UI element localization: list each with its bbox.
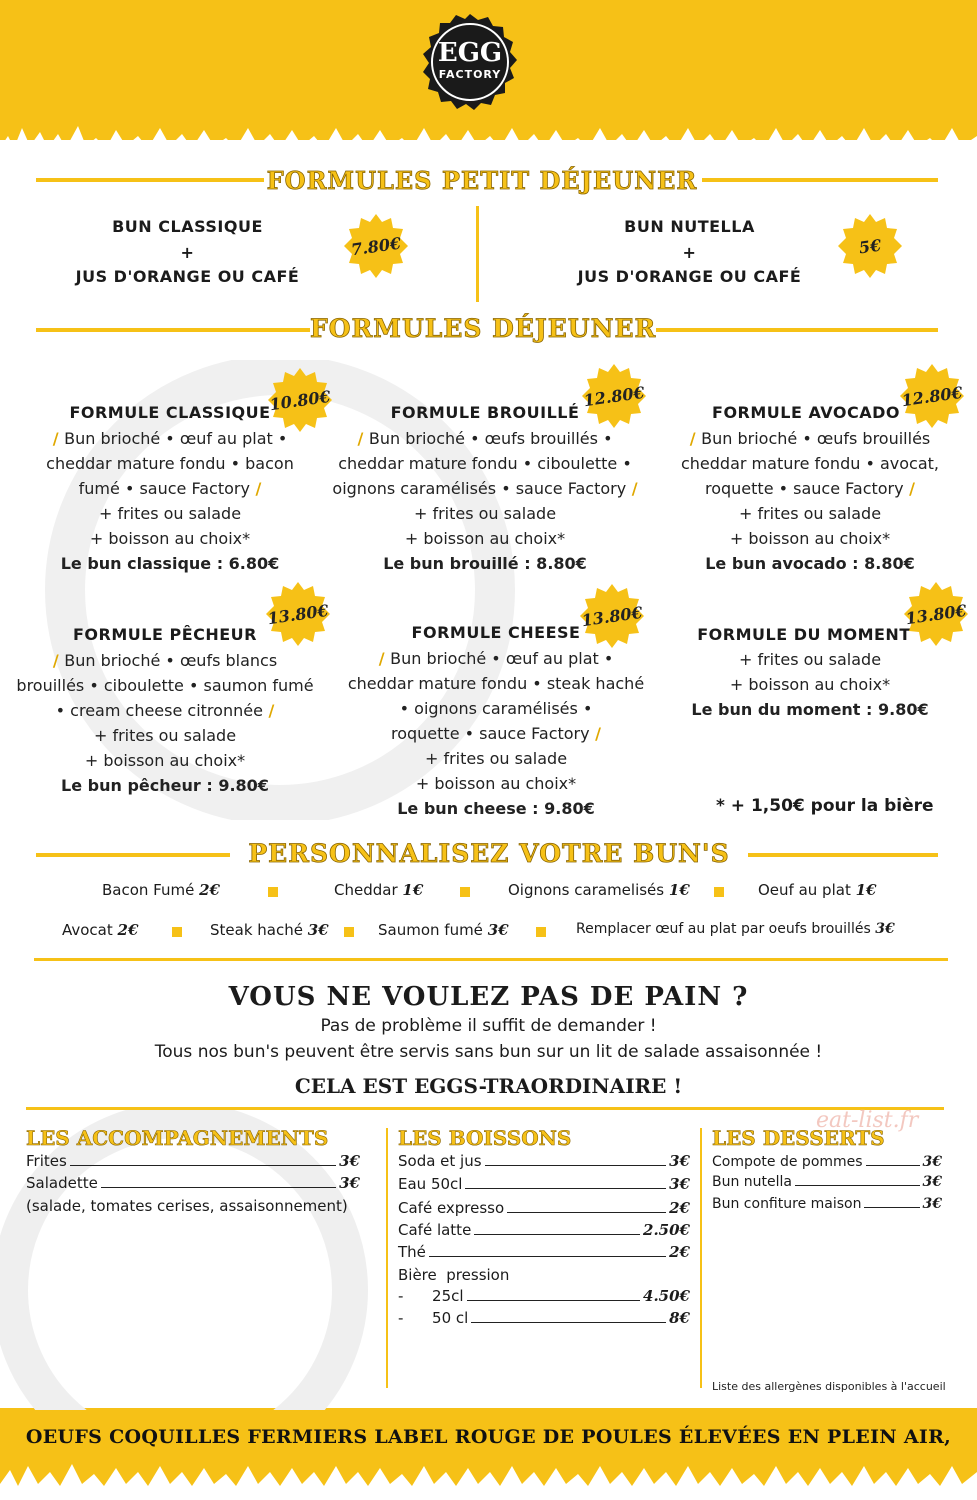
formule-pecheur-name: FORMULE PÊCHEUR bbox=[73, 625, 257, 644]
desserts-title: LES DESSERTS bbox=[712, 1126, 885, 1150]
desc-line: • cream cheese citronnée bbox=[55, 701, 263, 720]
price-badge bbox=[580, 584, 644, 648]
column-divider bbox=[476, 206, 479, 302]
desc-line: cheddar mature fondu • ciboulette • bbox=[338, 454, 632, 473]
row-price: 2.50€ bbox=[643, 1221, 690, 1239]
price-badge bbox=[266, 582, 330, 646]
desc-line: cheddar mature fondu • avocat, bbox=[680, 454, 939, 473]
no-bread-slogan: CELA EST EGGS-TRAORDINAIRE ! bbox=[294, 1074, 683, 1098]
side-option: + frites ou salade bbox=[413, 504, 557, 523]
extra-price: 3€ bbox=[875, 921, 895, 937]
formule-cheese-description: / Bun brioché • œuf au plat • cheddar mature fondu • steak haché • oignons caramélisés • roquette • sauce Factory / + frites ou salade + boisson au choix* Le bun cheese : 9.80€ bbox=[334, 646, 658, 821]
row-price: 3€ bbox=[339, 1174, 360, 1192]
breakfast-item-2-name: BUN NUTELLA bbox=[624, 217, 755, 236]
drink-option: + boisson au choix* bbox=[729, 675, 891, 694]
formule-du-moment-description bbox=[650, 647, 970, 722]
price-row bbox=[398, 1287, 690, 1305]
drink-option: + boisson au choix* bbox=[84, 751, 246, 770]
section-rule-full bbox=[26, 1107, 944, 1110]
biere-pression-label: Bière pression bbox=[398, 1266, 510, 1284]
row-label: Saladette bbox=[26, 1174, 98, 1192]
price-text: 13.80€ bbox=[266, 600, 330, 628]
section-rule-full bbox=[34, 958, 948, 961]
desc-line: Bun brioché • œuf au plat • bbox=[64, 429, 288, 448]
allergens-note: Liste des allergènes disponibles à l'accueil bbox=[712, 1380, 946, 1393]
extra-option bbox=[758, 881, 876, 899]
no-bread-line-2: Tous nos bun's peuvent être servis sans bun sur un lit de salade assaisonnée ! bbox=[154, 1042, 823, 1062]
price-row bbox=[712, 1154, 942, 1170]
price-text: 12.80€ bbox=[900, 382, 964, 410]
grass-edge-bottom bbox=[0, 1460, 977, 1500]
price-text: 10.80€ bbox=[268, 386, 332, 414]
eat-list-watermark: eat-list.fr bbox=[816, 1108, 919, 1133]
drink-option: + boisson au choix* bbox=[404, 529, 566, 548]
separator-square-icon bbox=[268, 887, 278, 897]
extra-label: Oeuf au plat bbox=[758, 881, 851, 899]
solo-price: Le bun avocado : 8.80€ bbox=[705, 554, 915, 573]
price-text: 5€ bbox=[857, 235, 883, 257]
separator-square-icon bbox=[536, 927, 546, 937]
price-row bbox=[398, 1309, 690, 1327]
separator-square-icon bbox=[172, 927, 182, 937]
price-row bbox=[26, 1152, 360, 1170]
breakfast-item-2-drink: JUS D'ORANGE OU CAFÉ bbox=[577, 267, 802, 286]
grass-edge-top bbox=[0, 118, 977, 158]
solo-price: Le bun classique : 6.80€ bbox=[60, 554, 280, 573]
formule-classique-description: / Bun brioché • œuf au plat • cheddar mature fondu • bacon fumé • sauce Factory / + frites ou salade + boisson au choix* Le bun classique : 6.80€ bbox=[10, 426, 330, 576]
extra-label: Saumon fumé bbox=[378, 921, 483, 939]
price-badge bbox=[344, 214, 408, 278]
price-row bbox=[398, 1243, 690, 1261]
solo-price: Le bun cheese : 9.80€ bbox=[397, 799, 595, 818]
price-row bbox=[398, 1199, 690, 1217]
extra-price: 3€ bbox=[307, 921, 329, 939]
desc-line: oignons caramélisés • sauce Factory bbox=[332, 479, 627, 498]
extra-label: Remplacer œuf au plat par oeufs brouillés bbox=[576, 921, 871, 937]
desc-line: Bun brioché • œuf au plat • bbox=[390, 649, 614, 668]
extra-label: Bacon Fumé bbox=[102, 881, 195, 899]
price-row bbox=[712, 1174, 942, 1190]
extra-label: Steak haché bbox=[210, 921, 303, 939]
desc-line: Bun brioché • œufs brouillés bbox=[701, 429, 931, 448]
price-text: 12.80€ bbox=[582, 382, 646, 410]
extra-label: Cheddar bbox=[334, 881, 398, 899]
section-title-petit-dejeuner: FORMULES PETIT DÉJEUNER bbox=[266, 166, 698, 195]
egg-factory-logo bbox=[420, 12, 520, 112]
drink-option: + boisson au choix* bbox=[729, 529, 891, 548]
row-price: 8€ bbox=[669, 1309, 690, 1327]
row-label: Café latte bbox=[398, 1221, 472, 1239]
extra-option bbox=[576, 921, 895, 937]
price-text: 13.80€ bbox=[580, 602, 644, 630]
price-text: 7.80€ bbox=[349, 233, 403, 259]
desc-line: roquette • sauce Factory bbox=[704, 479, 904, 498]
solo-price: Le bun du moment : 9.80€ bbox=[691, 700, 929, 719]
column-divider bbox=[700, 1128, 702, 1388]
side-option: + frites ou salade bbox=[93, 726, 237, 745]
separator-square-icon bbox=[714, 887, 724, 897]
formule-avocado-description: / Bun brioché • œufs brouillés cheddar mature fondu • avocat, roquette • sauce Factory / + frites ou salade + boisson au choix* Le bun avocado : 8.80€ bbox=[650, 426, 970, 576]
price-row bbox=[398, 1175, 690, 1193]
row-label: - 25cl bbox=[398, 1287, 464, 1305]
column-divider bbox=[386, 1128, 388, 1388]
row-price: 3€ bbox=[922, 1154, 942, 1170]
formule-classique-name: FORMULE CLASSIQUE bbox=[69, 403, 271, 422]
desc-line: Bun brioché • œufs brouillés • bbox=[368, 429, 613, 448]
row-price: 2€ bbox=[669, 1243, 690, 1261]
formule-avocado-name: FORMULE AVOCADO bbox=[712, 403, 900, 422]
extra-option bbox=[210, 921, 329, 939]
drink-option: + boisson au choix* bbox=[415, 774, 577, 793]
solo-price: Le bun brouillé : 8.80€ bbox=[383, 554, 587, 573]
section-rule-right bbox=[702, 178, 938, 182]
boissons-title: LES BOISSONS bbox=[398, 1126, 572, 1150]
logo-word-egg: EGG bbox=[437, 38, 503, 68]
formule-cheese-name: FORMULE CHEESE bbox=[411, 623, 581, 642]
section-title-dejeuner: FORMULES DÉJEUNER bbox=[310, 314, 657, 343]
no-bread-title: VOUS NE VOULEZ PAS DE PAIN ? bbox=[228, 982, 749, 1012]
row-label: Thé bbox=[398, 1243, 426, 1261]
section-rule-right bbox=[748, 853, 938, 857]
price-badge bbox=[838, 214, 902, 278]
separator-square-icon bbox=[344, 927, 354, 937]
row-price: 3€ bbox=[922, 1196, 942, 1212]
desc-line: brouillés • ciboulette • saumon fumé bbox=[16, 676, 314, 695]
row-label: Café expresso bbox=[398, 1199, 505, 1217]
row-price: 3€ bbox=[669, 1152, 690, 1170]
beer-supplement-note: * + 1,50€ pour la bière bbox=[716, 796, 934, 816]
section-rule-left bbox=[36, 328, 310, 332]
separator-square-icon bbox=[460, 887, 470, 897]
formule-brouille-name: FORMULE BROUILLÉ bbox=[390, 403, 580, 422]
price-badge bbox=[904, 582, 968, 646]
formule-brouille-description: / Bun brioché • œufs brouillés • cheddar mature fondu • ciboulette • oignons caramélisés • sauce Factory / + frites ou salade + boisson au choix* Le bun brouillé : 8.80€ bbox=[318, 426, 652, 576]
extra-option bbox=[378, 921, 509, 939]
price-row bbox=[26, 1174, 360, 1192]
row-label: Bun nutella bbox=[712, 1174, 793, 1190]
extra-option bbox=[62, 921, 138, 939]
breakfast-item-2-plus: + bbox=[682, 243, 697, 262]
row-label: Eau 50cl bbox=[398, 1175, 463, 1193]
row-price: 3€ bbox=[339, 1152, 360, 1170]
section-rule-left bbox=[36, 178, 264, 182]
row-price: 2€ bbox=[669, 1199, 690, 1217]
desc-line: roquette • sauce Factory bbox=[390, 724, 590, 743]
side-option: + frites ou salade bbox=[738, 504, 882, 523]
formule-du-moment-name: FORMULE DU MOMENT bbox=[697, 625, 911, 644]
row-label: Compote de pommes bbox=[712, 1154, 863, 1170]
extra-price: 2€ bbox=[117, 921, 139, 939]
extra-price: 1€ bbox=[855, 881, 877, 899]
price-badge bbox=[582, 364, 646, 428]
breakfast-item-1-name: BUN CLASSIQUE bbox=[112, 217, 263, 236]
row-label: Bun confiture maison bbox=[712, 1196, 862, 1212]
extra-label: Avocat bbox=[62, 921, 113, 939]
formule-pecheur-description: / Bun brioché • œufs blancs brouillés • ciboulette • saumon fumé • cream cheese citronnée / + frites ou salade + boisson au choix* Le bun pêcheur : 9.80€ bbox=[4, 648, 326, 798]
saladette-note: (salade, tomates cerises, assaisonnement) bbox=[26, 1197, 348, 1215]
extra-option bbox=[334, 881, 423, 899]
accompagnements-title: LES ACCOMPAGNEMENTS bbox=[26, 1126, 329, 1150]
extra-price: 1€ bbox=[402, 881, 424, 899]
side-option: + frites ou salade bbox=[738, 650, 882, 669]
row-price: 4.50€ bbox=[643, 1287, 690, 1305]
row-price: 3€ bbox=[922, 1174, 942, 1190]
price-row bbox=[398, 1221, 690, 1239]
side-option: + frites ou salade bbox=[98, 504, 242, 523]
desc-line: cheddar mature fondu • bacon bbox=[46, 454, 294, 473]
logo-word-factory: FACTORY bbox=[438, 68, 502, 81]
extra-option bbox=[508, 881, 690, 899]
price-row bbox=[712, 1196, 942, 1212]
breakfast-item-1-plus: + bbox=[180, 243, 195, 262]
side-option: + frites ou salade bbox=[424, 749, 568, 768]
row-label: Soda et jus bbox=[398, 1152, 482, 1170]
drink-option: + boisson au choix* bbox=[89, 529, 251, 548]
section-rule-left bbox=[36, 853, 230, 857]
extra-label: Oignons caramelisés bbox=[508, 881, 665, 899]
breakfast-item-1-drink: JUS D'ORANGE OU CAFÉ bbox=[75, 267, 300, 286]
price-badge bbox=[900, 364, 964, 428]
desc-line: cheddar mature fondu • steak haché bbox=[347, 674, 645, 693]
price-text: 13.80€ bbox=[904, 600, 968, 628]
extra-price: 1€ bbox=[668, 881, 690, 899]
row-label: - 50 cl bbox=[398, 1309, 469, 1327]
desc-line: • oignons caramélisés • bbox=[399, 699, 593, 718]
row-price: 3€ bbox=[669, 1175, 690, 1193]
extra-price: 3€ bbox=[487, 921, 509, 939]
price-row bbox=[398, 1152, 690, 1170]
solo-price: Le bun pêcheur : 9.80€ bbox=[61, 776, 269, 795]
desc-line: fumé • sauce Factory bbox=[78, 479, 250, 498]
no-bread-line-1: Pas de problème il suffit de demander ! bbox=[320, 1016, 657, 1036]
row-label: Frites bbox=[26, 1152, 67, 1170]
section-rule-right bbox=[656, 328, 938, 332]
extra-option bbox=[102, 881, 220, 899]
footer-tagline: OEUFS COQUILLES FERMIERS LABEL ROUGE DE POULES ÉLEVÉES EN PLEIN AIR, bbox=[25, 1426, 952, 1448]
price-badge bbox=[268, 368, 332, 432]
extra-price: 2€ bbox=[199, 881, 220, 899]
desc-line: Bun brioché • œufs blancs bbox=[64, 651, 278, 670]
section-title-personnalisez: PERSONNALISEZ VOTRE BUN'S bbox=[248, 839, 730, 868]
